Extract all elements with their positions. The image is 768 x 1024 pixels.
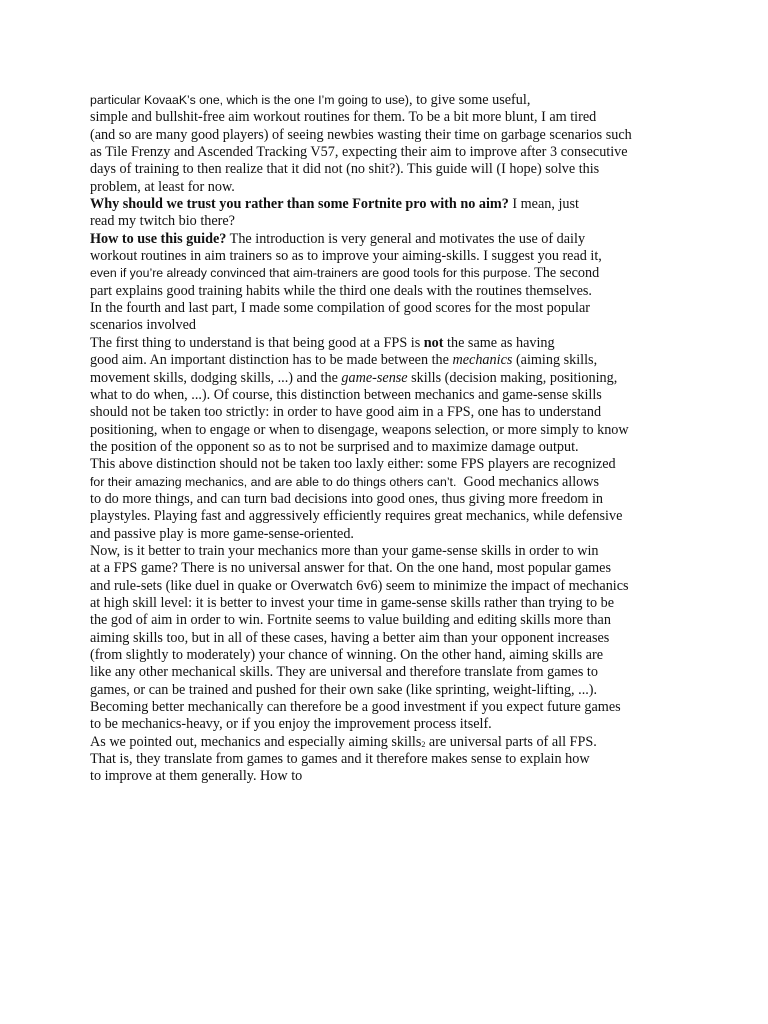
- text-run: as Tile Frenzy and Ascended Tracking V57, expecting their aim to improve after 3 consecutive: [90, 144, 628, 161]
- text-line: [90, 231, 630, 248]
- text-run: skills (decision making, positioning,: [407, 369, 618, 386]
- text-line: [90, 335, 630, 352]
- text-line: [90, 439, 630, 456]
- text-run: The second: [530, 265, 600, 282]
- text-line: [90, 716, 630, 733]
- text-run: to improve at them generally. How to: [90, 768, 303, 785]
- text-run: even if you’re already convinced that aim-trainers are good tools for this purpose.: [90, 266, 531, 281]
- text-line: [90, 456, 630, 473]
- text-run: I mean, just: [508, 196, 579, 213]
- text-run: at high skill level: it is better to invest your time in game-sense skills rather than trying to be: [90, 594, 615, 611]
- text-line: [90, 491, 630, 508]
- text-run: (from slightly to moderately) your chance of winning. On the other hand, aiming skills are: [90, 647, 603, 663]
- text-line: [90, 630, 630, 647]
- text-line: [90, 387, 630, 404]
- text-run: Becoming better mechanically can therefore be a good investment if you expect future games: [90, 699, 621, 716]
- text-run: The first thing to understand is that being good at a FPS is: [90, 334, 424, 351]
- text-run: positioning, when to engage or when to disengage, weapons selection, or more simply to know: [90, 421, 629, 438]
- text-line: [90, 144, 630, 161]
- text-run: The introduction is very general and motivates the use of daily: [226, 230, 586, 247]
- text-run: (aiming skills,: [512, 352, 598, 369]
- text-run: As we pointed out, mechanics and especially aiming skills: [90, 733, 422, 750]
- text-line: [90, 543, 630, 560]
- text-run: playstyles. Playing fast and aggressively efficiently requires great mechanics, while defensive: [90, 508, 623, 525]
- text-line: [90, 578, 630, 595]
- text-line: [90, 248, 630, 265]
- text-run: and passive play is more game-sense-oriented.: [90, 525, 354, 542]
- text-line: [90, 422, 630, 439]
- text-line: [90, 474, 630, 491]
- text-run: (and so are many good players) of seeing newbies wasting their time on garbage scenarios such: [90, 126, 632, 143]
- text-line: [90, 109, 630, 126]
- italic-text-run: mechanics: [452, 352, 513, 369]
- text-run: the god of aim in order to win. Fortnite seems to value building and editing skills more than: [90, 612, 611, 629]
- text-run: movement skills, dodging skills, ...) and the: [90, 369, 342, 386]
- document-body: [90, 92, 630, 786]
- text-run: good aim. An important distinction has to be made between the: [90, 352, 453, 369]
- text-run: scenarios involved: [90, 317, 196, 334]
- text-run: to be mechanics-heavy, or if you enjoy the improvement process itself.: [90, 716, 492, 733]
- text-run: like any other mechanical skills. They are universal and therefore translate from games to: [90, 664, 598, 681]
- text-run: read my twitch bio there?: [90, 213, 235, 230]
- text-run: at a FPS game? There is no universal answer for that. On the one hand, most popular games: [90, 560, 612, 577]
- text-line: [90, 699, 630, 716]
- text-line: [90, 179, 630, 196]
- text-run: for their amazing mechanics, and are able to do things others can’t.: [90, 474, 457, 489]
- text-line: [90, 560, 630, 577]
- text-run: problem, at least for now.: [90, 178, 235, 195]
- text-run: aiming skills too, but in all of these cases, having a better aim than your opponent increases: [90, 629, 610, 646]
- text-line: [90, 127, 630, 144]
- text-run: simple and bullshit-free aim workout routines for them. To be a bit more blunt, I am tired: [90, 109, 597, 126]
- text-run: the same as having: [443, 334, 555, 351]
- text-run: games, or can be trained and pushed for their own sake (like sprinting, weight-lifting, ...).: [90, 681, 598, 698]
- text-line: [90, 161, 630, 178]
- text-line: [90, 352, 630, 369]
- italic-text-run: game-sense: [341, 369, 408, 386]
- text-line: [90, 196, 630, 213]
- text-line: [90, 213, 630, 230]
- text-run: In the fourth and last part, I made some compilation of good scores for the most popular: [90, 300, 590, 317]
- text-line: [90, 664, 630, 681]
- text-run: , to give some useful,: [409, 92, 531, 108]
- text-line: [90, 404, 630, 421]
- text-line: [90, 647, 630, 664]
- text-run: and rule-sets (like duel in quake or Overwatch 6v6) seem to minimize the impact of mechanics: [90, 577, 629, 594]
- bold-text-run: not: [423, 334, 444, 351]
- text-run: workout routines in aim trainers so as to improve your aiming-skills. I suggest you read it,: [90, 248, 602, 265]
- text-run: This above distinction should not be taken too laxly either: some FPS players are recognized: [90, 456, 616, 473]
- text-run: That is, they translate from games to games and it therefore makes sense to explain how: [90, 751, 590, 768]
- text-line: [90, 265, 630, 282]
- text-line: [90, 595, 630, 612]
- text-run: should not be taken too strictly: in order to have good aim in a FPS, one has to understand: [90, 404, 602, 421]
- text-run: to do more things, and can turn bad decisions into good ones, thus giving more freedom in: [90, 490, 604, 507]
- text-line: [90, 734, 630, 751]
- text-line: [90, 300, 630, 317]
- text-line: [90, 370, 630, 387]
- bold-text-run: Why should we trust you rather than some Fortnite pro with no aim?: [90, 196, 509, 213]
- text-line: [90, 283, 630, 300]
- text-line: [90, 92, 630, 109]
- text-run: part explains good training habits while the third one deals with the routines themselves.: [90, 282, 592, 299]
- text-run: what to do when, ...). Of course, this distinction between mechanics and game-sense skills: [90, 386, 602, 403]
- text-line: [90, 682, 630, 699]
- text-run: are universal parts of all FPS.: [425, 733, 597, 750]
- text-line: [90, 317, 630, 334]
- text-run: the position of the opponent so as to not be surprised and to maximize damage output.: [90, 438, 579, 455]
- text-run: Now, is it better to train your mechanics more than your game-sense skills in order to win: [90, 542, 599, 559]
- footnote-marker: 2: [421, 739, 426, 749]
- bold-text-run: How to use this guide?: [90, 230, 227, 247]
- text-run: days of training to then realize that it did not (no shit?). This guide will (I hope) solve this: [90, 161, 600, 178]
- text-run: Good mechanics allows: [456, 473, 600, 490]
- text-run: particular KovaaK’s one, which is the one I’m going to use): [90, 93, 409, 107]
- text-line: [90, 751, 630, 768]
- text-line: [90, 508, 630, 525]
- text-line: [90, 612, 630, 629]
- text-line: [90, 526, 630, 543]
- text-line: [90, 768, 630, 785]
